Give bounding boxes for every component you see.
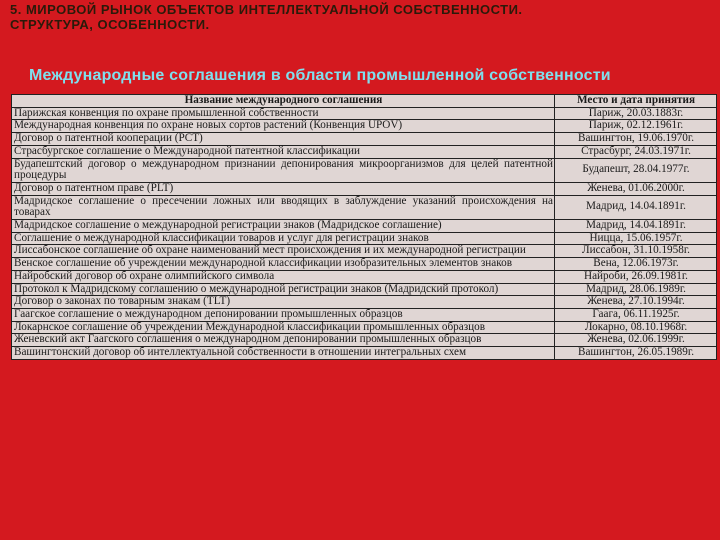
agreement-name-cell: Договор о законах по товарным знакам (TLT) — [12, 296, 555, 309]
agreement-name-cell: Соглашение о международной классификации товаров и услуг для регистрации знаков — [12, 232, 555, 245]
table-row — [12, 245, 717, 258]
agreements-table — [11, 94, 717, 360]
table-row — [12, 334, 717, 347]
table-row — [12, 107, 717, 120]
table-row — [12, 258, 717, 271]
table-row — [12, 158, 717, 182]
agreement-name-cell: Страсбургское соглашение о Международной патентной классификации — [12, 145, 555, 158]
table-row — [12, 347, 717, 360]
table-row — [12, 321, 717, 334]
table-row — [12, 270, 717, 283]
place-date-cell: Вена, 12.06.1973г. — [555, 258, 717, 271]
agreement-name-cell: Локарнское соглашение об учреждении Международной классификации промышленных образцов — [12, 321, 555, 334]
table-row — [12, 133, 717, 146]
table-row — [12, 232, 717, 245]
table-row — [12, 220, 717, 233]
place-date-cell: Париж, 20.03.1883г. — [555, 107, 717, 120]
table-header-row — [12, 95, 717, 108]
agreement-name-cell: Договор о патентной кооперации (PCT) — [12, 133, 555, 146]
place-date-cell: Лиссабон, 31.10.1958г. — [555, 245, 717, 258]
place-date-cell: Париж, 02.12.1961г. — [555, 120, 717, 133]
place-date-cell: Женева, 02.06.1999г. — [555, 334, 717, 347]
agreement-name-cell: Мадридское соглашение о международной регистрации знаков (Мадридское соглашение) — [12, 220, 555, 233]
place-date-cell: Локарно, 08.10.1968г. — [555, 321, 717, 334]
agreement-name-cell: Найробский договор об охране олимпийского символа — [12, 270, 555, 283]
place-date-cell: Страсбург, 24.03.1971г. — [555, 145, 717, 158]
agreement-name-cell: Венское соглашение об учреждении международной классификации изобразительных элементов знаков — [12, 258, 555, 271]
agreement-name-cell: Международная конвенция по охране новых сортов растений (Конвенция UPOV) — [12, 120, 555, 133]
table-subtitle: Международные соглашения в области промышленной собственности — [29, 67, 611, 84]
table-row — [12, 283, 717, 296]
place-date-cell: Мадрид, 28.06.1989г. — [555, 283, 717, 296]
agreement-name-cell: Женевский акт Гаагского соглашения о международном депонировании промышленных образцов — [12, 334, 555, 347]
slide-title — [10, 2, 715, 32]
agreement-name-cell: Лиссабонское соглашение об охране наименований мест происхождения и их международной регистрации — [12, 245, 555, 258]
header-agreement-name: Название международного соглашения — [12, 95, 555, 108]
place-date-cell: Женева, 27.10.1994г. — [555, 296, 717, 309]
agreement-name-cell: Протокол к Мадридскому соглашению о международной регистрации знаков (Мадридский протокол) — [12, 283, 555, 296]
slide-title-line1: 5. МИРОВОЙ РЫНОК ОБЪЕКТОВ ИНТЕЛЛЕКТУАЛЬНОЙ СОБСТВЕННОСТИ. — [10, 2, 523, 17]
place-date-cell: Будапешт, 28.04.1977г. — [555, 158, 717, 182]
agreement-name-cell: Будапештский договор о международном признании депонирования микроорганизмов для целей патентной процедуры — [12, 158, 555, 182]
place-date-cell: Женева, 01.06.2000г. — [555, 182, 717, 195]
place-date-cell: Найроби, 26.09.1981г. — [555, 270, 717, 283]
table-row — [12, 195, 717, 219]
table-row — [12, 296, 717, 309]
table-row — [12, 308, 717, 321]
place-date-cell: Мадрид, 14.04.1891г. — [555, 195, 717, 219]
agreement-name-cell: Вашингтонский договор об интеллектуальной собственности в отношении интегральных схем — [12, 347, 555, 360]
table-row — [12, 182, 717, 195]
place-date-cell: Мадрид, 14.04.1891г. — [555, 220, 717, 233]
agreement-name-cell: Мадридское соглашение о пресечении ложных или вводящих в заблуждение указаний происхождения на товарах — [12, 195, 555, 219]
place-date-cell: Вашингтон, 26.05.1989г. — [555, 347, 717, 360]
slide-title-line2: СТРУКТУРА, ОСОБЕННОСТИ. — [10, 17, 210, 32]
header-place-date: Место и дата принятия — [555, 95, 717, 108]
agreement-name-cell: Гаагское соглашение о международном депонировании промышленных образцов — [12, 308, 555, 321]
place-date-cell: Ницца, 15.06.1957г. — [555, 232, 717, 245]
table-row — [12, 120, 717, 133]
place-date-cell: Вашингтон, 19.06.1970г. — [555, 133, 717, 146]
table-row — [12, 145, 717, 158]
place-date-cell: Гаага, 06.11.1925г. — [555, 308, 717, 321]
agreement-name-cell: Парижская конвенция по охране промышленной собственности — [12, 107, 555, 120]
agreement-name-cell: Договор о патентном праве (PLT) — [12, 182, 555, 195]
